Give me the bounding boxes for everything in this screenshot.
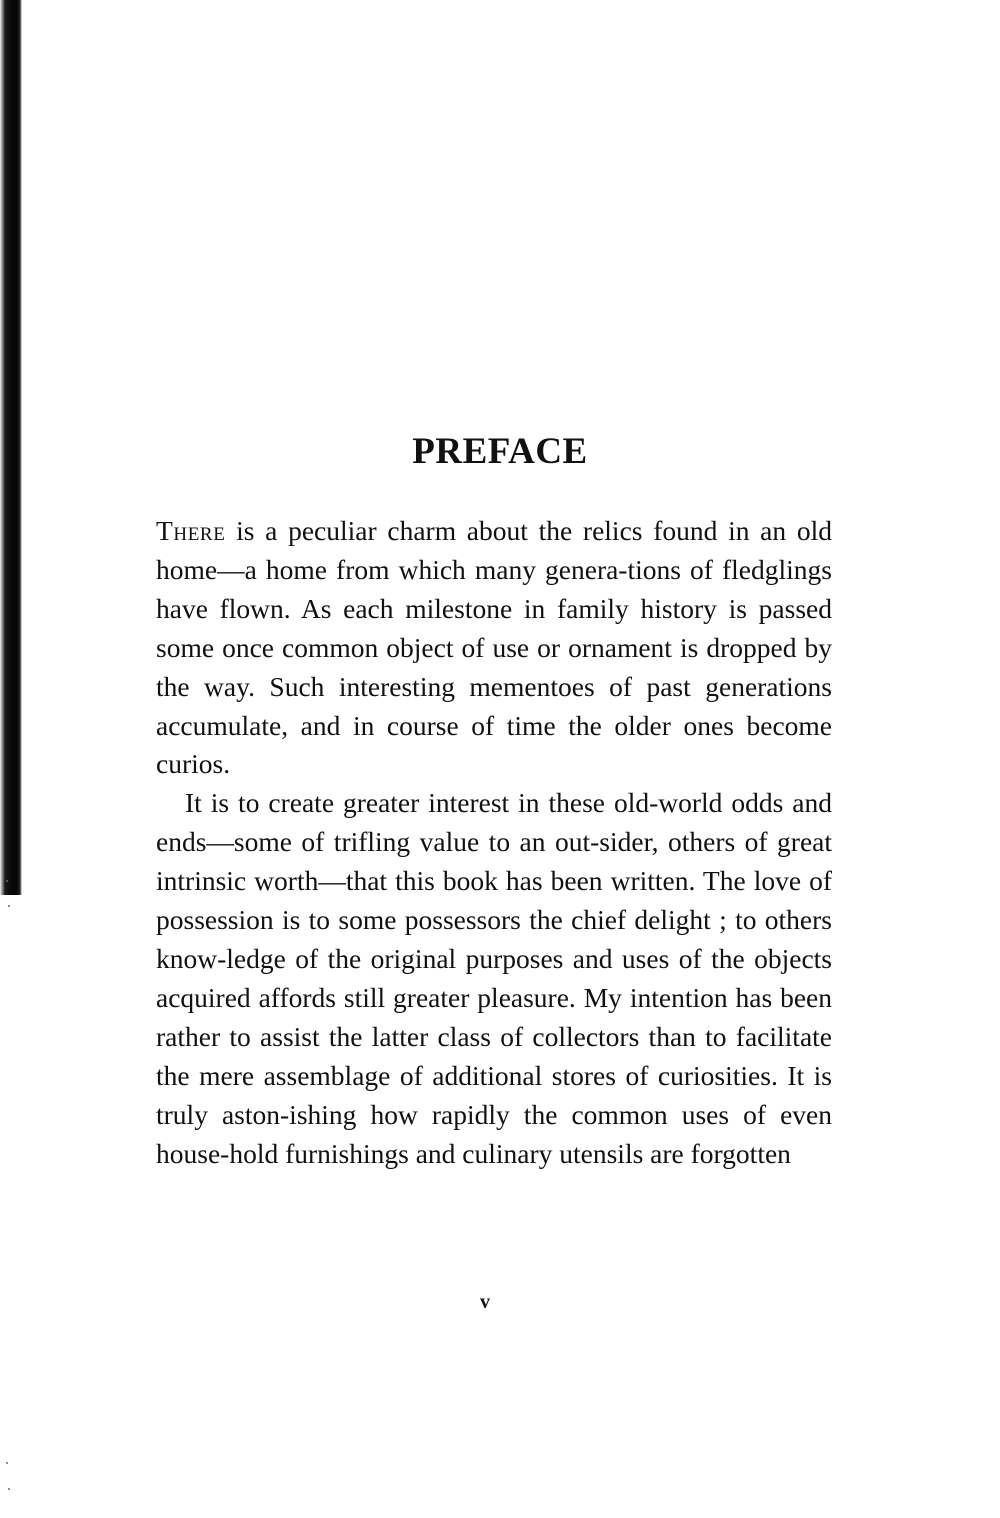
opening-word: There	[156, 515, 226, 546]
paragraph-1-text: is a peculiar charm about the relics found in an old home—a home from which many genera-tions of fledglings have flown. As each milestone in family history is passed some once common object of use or ornament is dropped by the way. Such interesting mementoes of past generations accumulate, and in course of time the older ones become curios.	[156, 515, 832, 780]
paragraph-1	[156, 512, 832, 784]
page-title: PREFACE	[412, 431, 588, 472]
preface-body	[156, 512, 832, 1173]
page-number: v	[480, 1291, 490, 1313]
scan-speck	[6, 880, 8, 882]
scan-speck	[8, 905, 10, 907]
scan-speck	[6, 1462, 8, 1464]
scan-speck	[8, 1488, 10, 1490]
paragraph-2: It is to create greater interest in these old-world odds and ends—some of trifling value to an out-sider, others of great intrinsic worth—that this book has been written. The love of possession is to some possessors the chief delight ; to others know-ledge of the original purposes and uses of the objects acquired affords still greater pleasure. My intention has been rather to assist the latter class of collectors than to facilitate the mere assemblage of additional stores of curiosities. It is truly aston-ishing how rapidly the common uses of even house-hold furnishings and culinary utensils are forgotten	[156, 787, 832, 1169]
